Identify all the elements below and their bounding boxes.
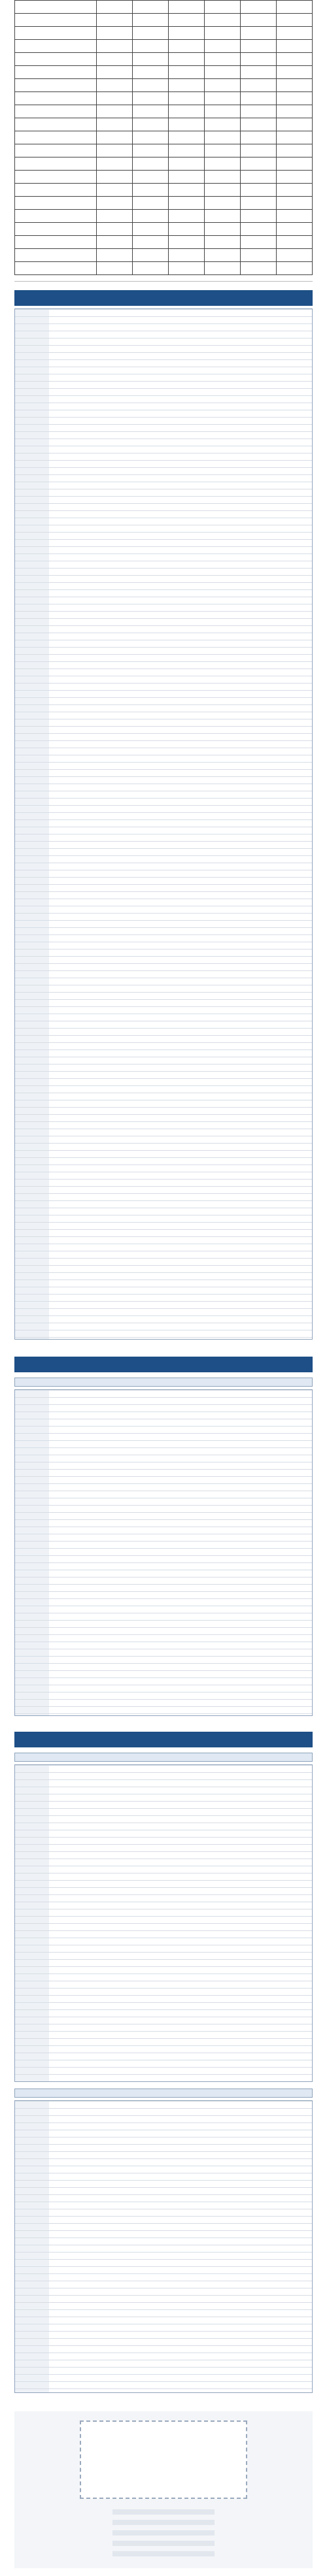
medical-score-table [14, 1389, 313, 1716]
table-row [15, 79, 313, 92]
score-table-top [14, 0, 313, 275]
table-row [15, 1, 313, 14]
table-row [15, 236, 313, 249]
table-row [15, 105, 313, 118]
table-row [15, 144, 313, 157]
footer-line [112, 2551, 215, 2556]
footer-line [112, 2520, 215, 2525]
section-header-medical [14, 1357, 313, 1372]
table-row [15, 184, 313, 197]
table-row [15, 197, 313, 210]
footer-line [112, 2530, 215, 2535]
table-row [15, 171, 313, 184]
table-row [15, 223, 313, 236]
table-row [15, 131, 313, 144]
section-header-arts-sports [14, 290, 313, 306]
table-row [15, 118, 313, 131]
minority-score-table-history [14, 2100, 313, 2393]
table-row [15, 157, 313, 171]
medical-table-title [14, 1378, 313, 1387]
table-row [15, 66, 313, 79]
table-row [15, 53, 313, 66]
footer-line [112, 2509, 215, 2515]
minority-score-table-physics [14, 1764, 313, 2082]
closing-poster [14, 2411, 313, 2568]
closing-message-box [80, 2420, 247, 2499]
table-row [15, 40, 313, 53]
footer-line [112, 2541, 215, 2546]
minority-table-title-history [14, 2089, 313, 2098]
table-row [15, 14, 313, 27]
table-row [15, 210, 313, 223]
section-header-minority [14, 1732, 313, 1747]
table-row [15, 249, 313, 262]
table-row [15, 92, 313, 105]
minority-table-title-physics [14, 1753, 313, 1762]
arts-sports-score-table [14, 308, 313, 1340]
table-row [15, 27, 313, 40]
table-footnote [14, 272, 313, 282]
